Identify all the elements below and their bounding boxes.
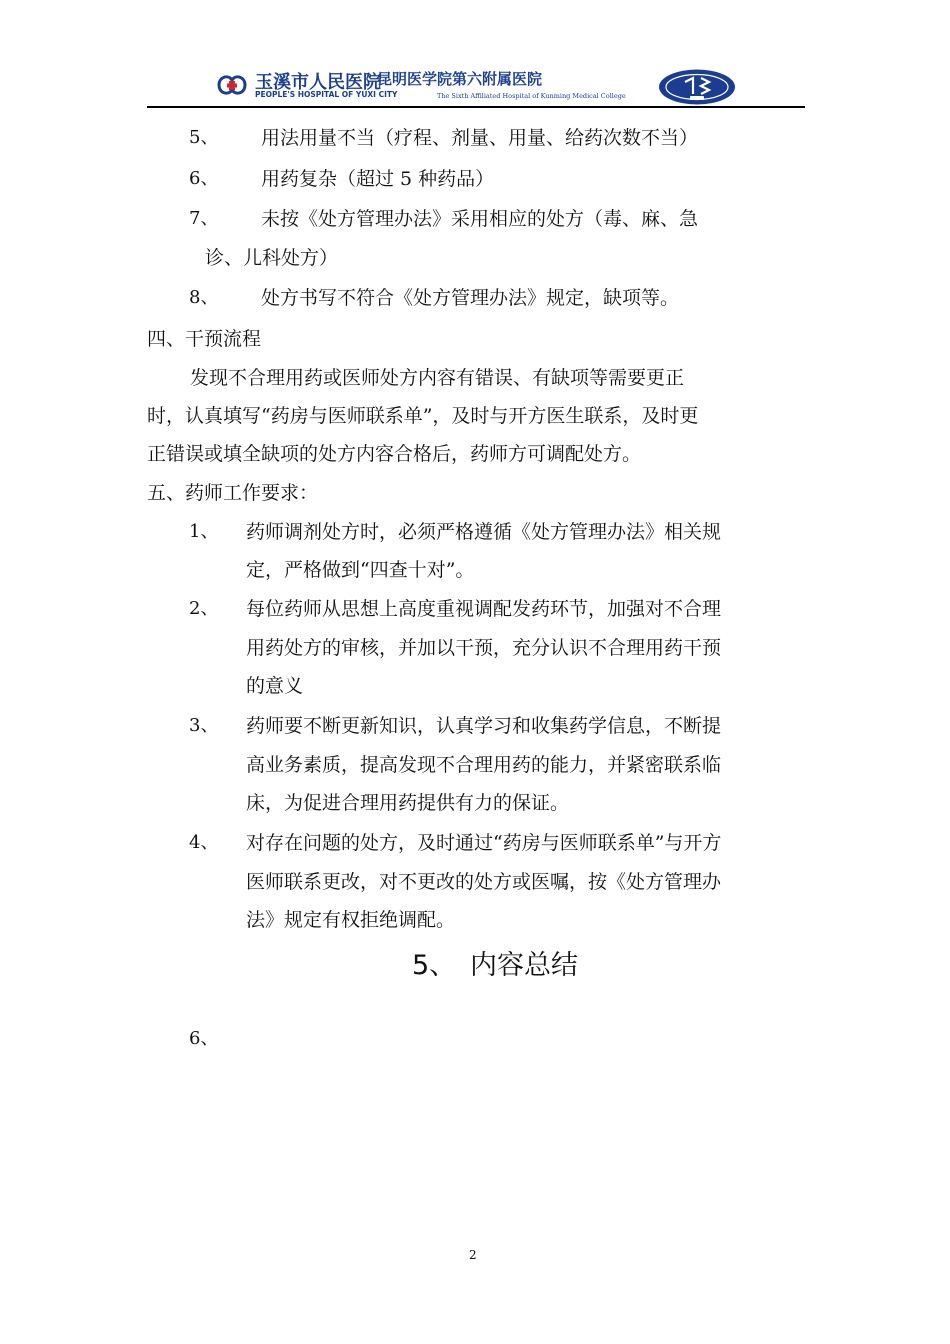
list-item-number: 2、 (189, 598, 219, 619)
paragraph-line: 发现不合理用药或医师处方内容有错误、有缺项等需要更正 (190, 367, 685, 389)
page-number: 2 (469, 1248, 477, 1262)
list-item-text: 用药处方的审核，并加以干预，充分认识不合理用药干预 (246, 637, 722, 659)
list-item-text: 每位药师从思想上高度重视调配发药环节，加强对不合理 (246, 598, 722, 620)
paragraph-line: 时，认真填写“药房与医师联系单”，及时与开方医生联系，及时更 (147, 405, 699, 427)
list-item-number: 7、 (189, 208, 219, 229)
summary-heading-number: 5、 (412, 950, 457, 981)
list-item-number: 6、 (189, 1028, 219, 1049)
hospital-logo (215, 66, 626, 104)
hospital-name-cn: 玉溪市人民医院 (255, 72, 381, 93)
affiliate-name-en: The Sixth Affiliated Hospital of Kunming Medical College (437, 92, 626, 100)
list-item-text-continued: 诊、儿科处方） (205, 247, 339, 269)
list-item-number: 6、 (189, 168, 219, 189)
summary-heading-title: 内容总结 (470, 950, 578, 981)
page-header (147, 62, 805, 108)
list-item-number: 8、 (189, 287, 219, 308)
paragraph-line: 正错误或填全缺项的处方内容合格后，药师方可调配处方。 (147, 443, 642, 465)
affiliate-name-cn: 昆明医学院第六附属医院 (377, 70, 543, 88)
list-item-number: 5、 (189, 127, 219, 148)
list-item-text: 高业务素质，提高发现不合理用药的能力，并紧密联系临 (246, 754, 722, 776)
list-item-number: 3、 (189, 715, 219, 736)
list-item-number: 1、 (189, 521, 219, 542)
list-item-text: 药师要不断更新知识，认真学习和收集药学信息，不断提 (246, 715, 722, 737)
list-item-text: 对存在问题的处方，及时通过“药房与医师联系单”与开方 (246, 832, 722, 854)
list-item-text: 的意义 (246, 675, 304, 697)
list-item-text: 用法用量不当（疗程、剂量、用量、给药次数不当） (261, 127, 699, 149)
list-item-text: 药师调剂处方时，必须严格遵循《处方管理办法》相关规 (246, 521, 722, 543)
list-item-text: 处方书写不符合《处方管理办法》规定，缺项等。 (261, 287, 680, 309)
hospital-emblem-icon (215, 72, 249, 98)
hospital-name-en: PEOPLE'S HOSPITAL OF YUXI CITY (255, 90, 398, 99)
section-heading: 五、药师工作要求： (147, 482, 319, 504)
list-item-text: 定，严格做到“四查十对”。 (246, 559, 475, 581)
section-heading: 四、干预流程 (147, 328, 262, 350)
hospital-seal-icon (657, 68, 737, 106)
list-item-text: 未按《处方管理办法》采用相应的处方（毒、麻、急 (261, 208, 699, 230)
list-item-text: 床，为促进合理用药提供有力的保证。 (246, 792, 570, 814)
list-item-text: 法》规定有权拒绝调配。 (246, 909, 456, 931)
list-item-text: 用药复杂（超过 5 种药品） (261, 168, 495, 190)
list-item-number: 4、 (189, 832, 219, 853)
list-item-text: 医师联系更改，对不更改的处方或医嘱，按《处方管理办 (246, 871, 722, 893)
header-divider (147, 106, 805, 108)
